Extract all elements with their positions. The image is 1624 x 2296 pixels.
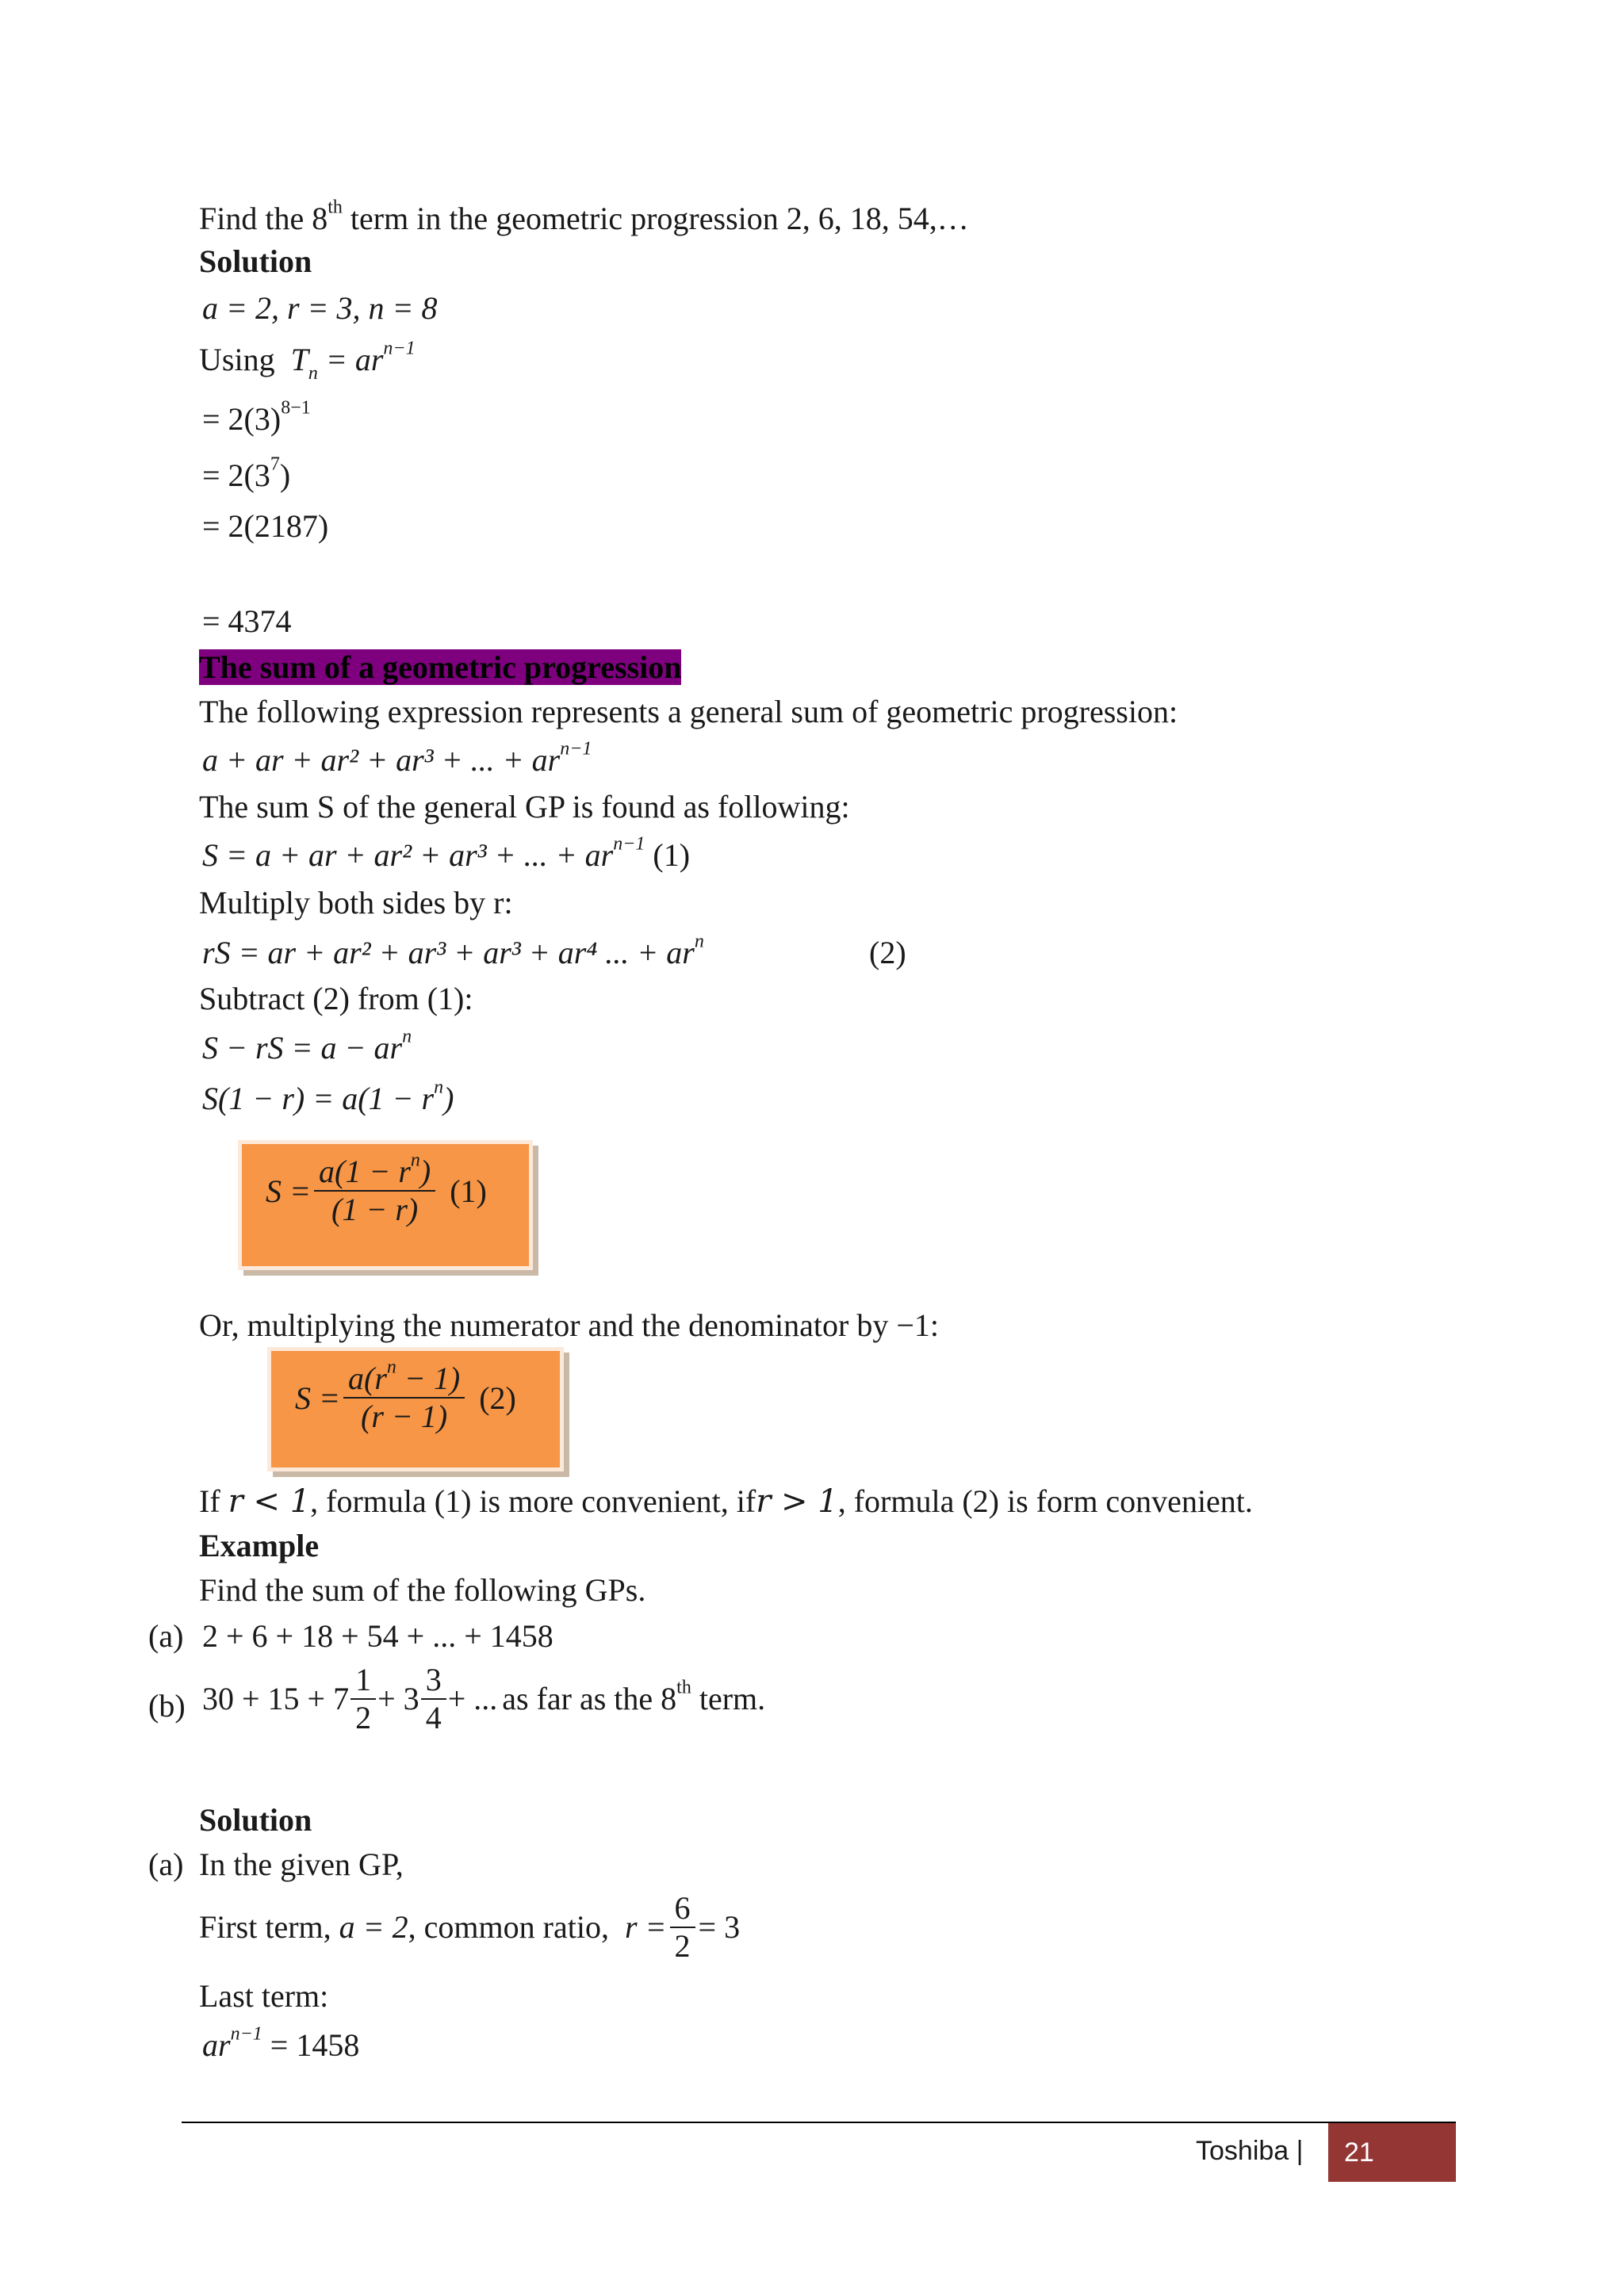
footer-brand: Toshiba | [1196,2136,1304,2166]
step-1: = $2(3)^{8-1}$ [202,397,311,437]
convenience-condition: If r < 1, formula (1) is more convenient, ifr > 1, formula (2) is form convenient. [199,1483,1253,1520]
example-a-label: (a) [148,1618,184,1654]
general-expression: a + ar + ar² + ar³ + ... + $ar^{n-1}$ [202,738,592,778]
last-term-equation: $ar^{n-1} = 1458$ [202,2023,360,2063]
example-label: Example [199,1528,320,1563]
footer-rule [182,2122,1456,2123]
formula-box-1 [242,1144,529,1266]
equation-4: $S(1 - r) = a(1 - r^n)$ [202,1077,454,1116]
step-3: = 2(2187) [202,508,329,544]
box2-lhs: S = [295,1380,340,1416]
equation-1: S = a + ar + ar² + ar³ + ... + $ar^{n-1}$ (1) [202,833,691,873]
solution2-label: Solution [199,1802,312,1838]
example-b-expression: 30 + 15 + 7 $\frac{1}{2}$ + 3 $\frac{3}{4}$ + ... as far as the 8th term. [202,1662,766,1735]
sum-found-text: The sum S of the general GP is found as following: [199,789,850,825]
box2-tag: (2) [479,1380,516,1416]
formula-box-2 [271,1351,560,1468]
example-b-label: (b) [148,1688,186,1724]
equation-3: S − rS = $a - ar^n$ [202,1026,412,1066]
box1-lhs: S = [266,1173,311,1209]
example-a-expression: 2 + 6 + 18 + 54 + ... + 1458 [202,1618,553,1654]
page-number: 21 [1328,2123,1456,2182]
subtract-text: Subtract (2) from (1): [199,981,473,1016]
multiply-text: Multiply both sides by r: [199,885,513,920]
equation-2: rS = ar + ar² + ar³ + ar³ + ar⁴ ... + $ar^n$ [202,931,704,970]
sum-intro: The following expression represents a general sum of geometric progression: [199,694,1178,729]
section-heading-text: The sum of a geometric progression [199,649,682,685]
solution-label: Solution [199,243,312,279]
last-term-label: Last term: [199,1978,329,2014]
step-2: = $2(3^7)$ [202,453,291,493]
given-values: a = 2, r = 3, n = 8 [202,290,438,326]
equation-2-tag: (2) [869,935,906,970]
step-result: = 4374 [202,603,292,639]
or-multiplying-text: Or, multiplying the numerator and the denominator by −1: [199,1307,939,1343]
solution2-a-intro: In the given GP, [199,1846,404,1882]
box1-fraction: $\frac{a(1 - r^n)}{(1 - r)}$ [314,1154,435,1228]
solution2-a-label: (a) [148,1846,184,1882]
problem-statement: Find the 8th term in the geometric progression 2, 6, 18, 54,… [199,197,969,236]
first-term-ratio: First term, a = 2 , common ratio, r = $\frac{6}{2}$ = 3 [199,1890,741,1964]
box2-fraction: $\frac{a(r^n - 1)}{(r - 1)}$ [343,1360,465,1435]
using-formula: Using $T_n = ar^{n-1}$ [199,338,416,384]
section-heading [199,649,681,687]
example-prompt: Find the sum of the following GPs. [199,1572,646,1608]
box1-tag: (1) [450,1173,487,1209]
